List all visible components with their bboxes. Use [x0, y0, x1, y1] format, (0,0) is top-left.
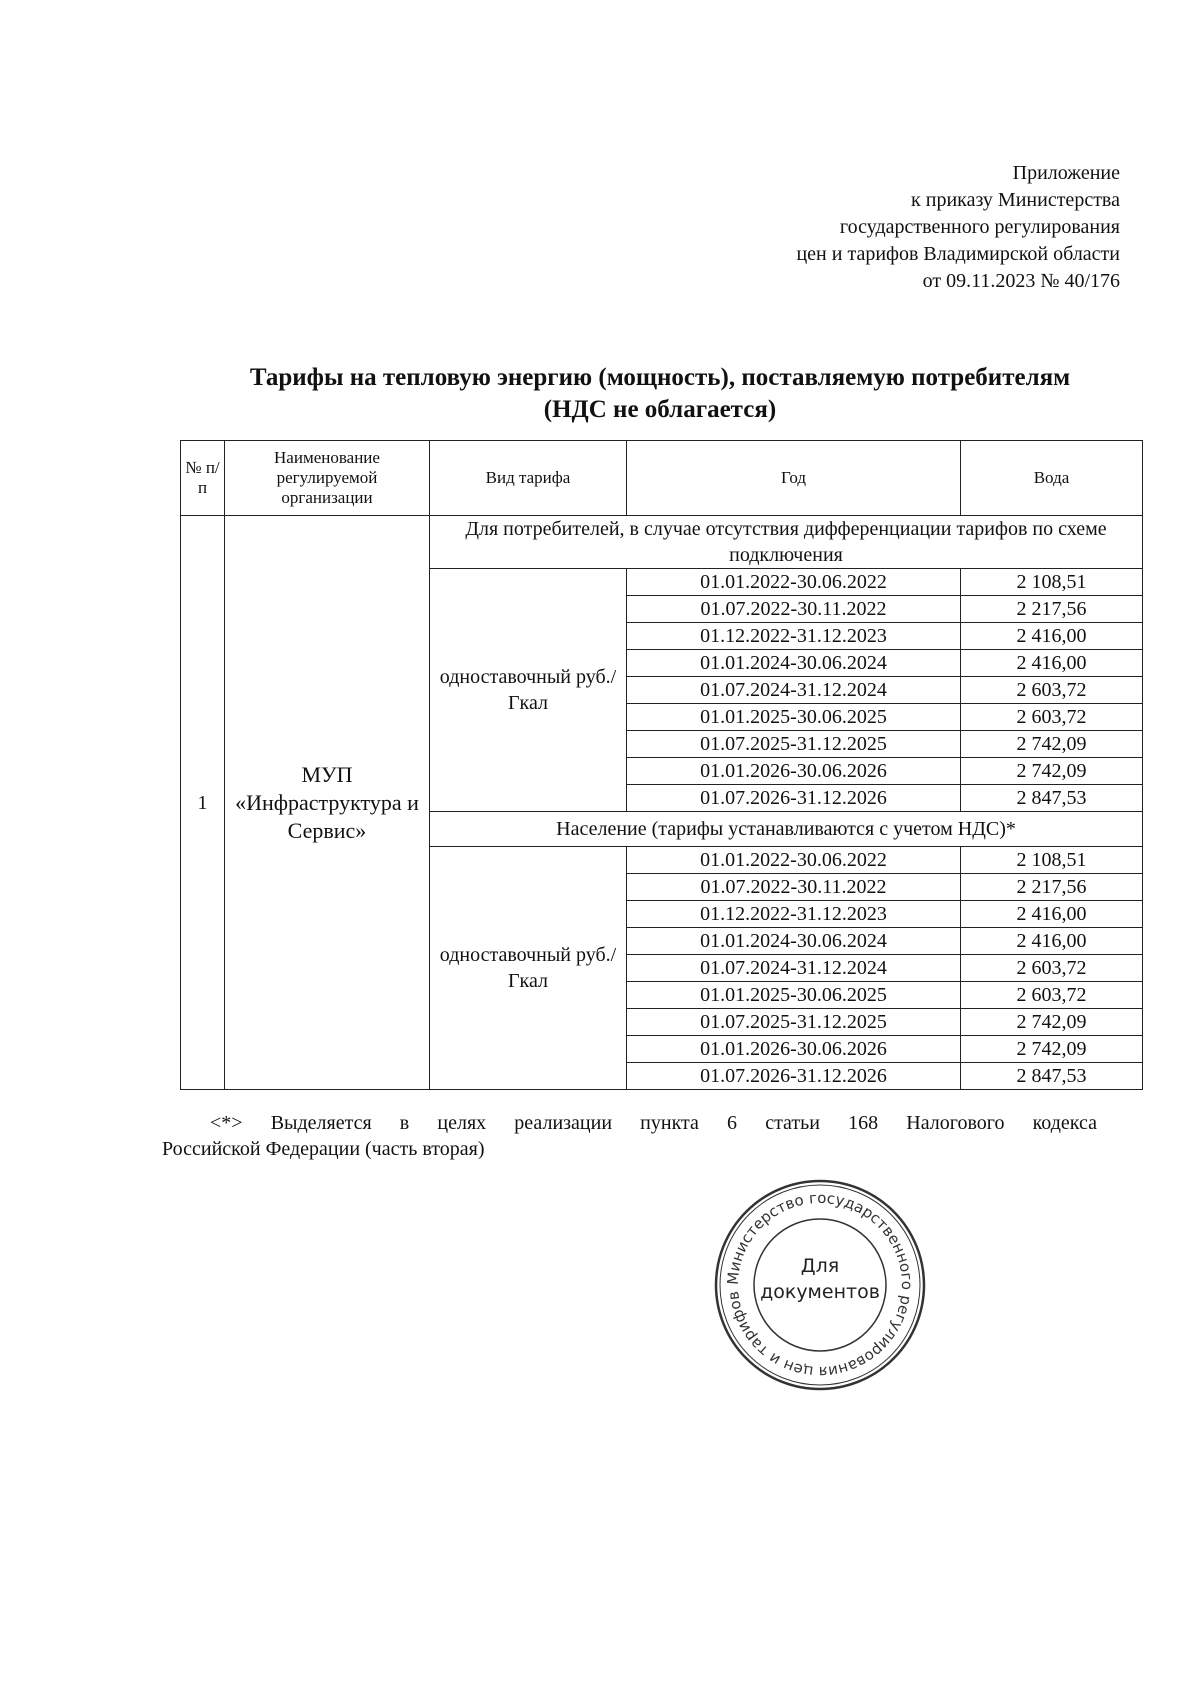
- section1-period: 01.12.2022-31.12.2023: [627, 623, 961, 650]
- stamp-ring-text: Министерство государственного регулирования цен и тарифов: [723, 1188, 917, 1382]
- footnote-line-1: <*> Выделяется в целях реализации пункта 6 статьи 168 Налогового кодекса: [210, 1112, 1097, 1134]
- table-body: [181, 516, 1143, 1090]
- section2-value: 2 217,56: [961, 874, 1143, 901]
- section1-heading-row: [181, 516, 1143, 569]
- section1-value: 2 742,09: [961, 731, 1143, 758]
- section1-value: 2 742,09: [961, 758, 1143, 785]
- section1-period: 01.07.2025-31.12.2025: [627, 731, 961, 758]
- section1-period: 01.07.2024-31.12.2024: [627, 677, 961, 704]
- section2-value: 2 416,00: [961, 928, 1143, 955]
- section2-period: 01.01.2025-30.06.2025: [627, 982, 961, 1009]
- section2-value: 2 742,09: [961, 1036, 1143, 1063]
- section1-value: 2 108,51: [961, 569, 1143, 596]
- section1-title: Для потребителей, в случае отсутствия дифференциации тарифов по схеме подключения: [430, 516, 1143, 569]
- row-number-cell: 1: [181, 516, 225, 1090]
- section2-period: 01.07.2025-31.12.2025: [627, 1009, 961, 1036]
- section2-value: 2 603,72: [961, 982, 1143, 1009]
- section2-value: 2 847,53: [961, 1063, 1143, 1090]
- section1-value: 2 847,53: [961, 785, 1143, 812]
- table-header-row: [181, 441, 1143, 516]
- appendix-line-2: к приказу Министерства: [911, 189, 1120, 211]
- section2-period: 01.01.2026-30.06.2026: [627, 1036, 961, 1063]
- section2-tariff-type: одноставочный руб./Гкал: [430, 847, 627, 1090]
- section1-value: 2 416,00: [961, 650, 1143, 677]
- section2-value: 2 108,51: [961, 847, 1143, 874]
- title-line-1: Тарифы на тепловую энергию (мощность), поставляемую потребителям: [249, 364, 1071, 391]
- appendix-line-5: от 09.11.2023 № 40/176: [922, 270, 1120, 292]
- appendix-line-4: цен и тарифов Владимирской области: [796, 243, 1120, 265]
- appendix-block: [600, 160, 1120, 295]
- section1-period: 01.01.2022-30.06.2022: [627, 569, 961, 596]
- section2-title: Население (тарифы устанавливаются с учетом НДС)*: [430, 812, 1143, 847]
- section2-period: 01.01.2024-30.06.2024: [627, 928, 961, 955]
- header-organization: Наименование регулируемой организации: [225, 441, 430, 516]
- section1-period: 01.01.2026-30.06.2026: [627, 758, 961, 785]
- tariff-table: [180, 440, 1143, 1090]
- stamp-center-text: [750, 1253, 890, 1305]
- footnote: [162, 1110, 1097, 1162]
- section1-value: 2 416,00: [961, 623, 1143, 650]
- section2-period: 01.07.2024-31.12.2024: [627, 955, 961, 982]
- appendix-line-1: Приложение: [1012, 162, 1120, 184]
- section1-period: 01.07.2022-30.11.2022: [627, 596, 961, 623]
- organization-cell: МУП «Инфраструктура и Сервис»: [225, 516, 430, 1090]
- document-title: [180, 362, 1140, 426]
- section1-period: 01.07.2026-31.12.2026: [627, 785, 961, 812]
- section2-value: 2 742,09: [961, 1009, 1143, 1036]
- title-line-2: (НДС не облагается): [543, 396, 777, 423]
- stamp-center-line-2: документов: [760, 1281, 880, 1303]
- section1-period: 01.01.2024-30.06.2024: [627, 650, 961, 677]
- section2-value: 2 603,72: [961, 955, 1143, 982]
- section1-value: 2 603,72: [961, 677, 1143, 704]
- section1-period: 01.01.2025-30.06.2025: [627, 704, 961, 731]
- section2-value: 2 416,00: [961, 901, 1143, 928]
- section1-value: 2 217,56: [961, 596, 1143, 623]
- section1-tariff-type: одноставочный руб./Гкал: [430, 569, 627, 812]
- header-tariff-type: Вид тарифа: [430, 441, 627, 516]
- header-number: № п/п: [181, 441, 225, 516]
- official-stamp: [710, 1175, 930, 1395]
- section1-value: 2 603,72: [961, 704, 1143, 731]
- header-water: Вода: [961, 441, 1143, 516]
- header-year: Год: [627, 441, 961, 516]
- section2-period: 01.12.2022-31.12.2023: [627, 901, 961, 928]
- section2-period: 01.01.2022-30.06.2022: [627, 847, 961, 874]
- appendix-line-3: государственного регулирования: [839, 216, 1120, 238]
- stamp-center-line-1: Для: [800, 1255, 840, 1277]
- footnote-line-2: Российской Федерации (часть вторая): [162, 1138, 485, 1160]
- section2-period: 01.07.2026-31.12.2026: [627, 1063, 961, 1090]
- section2-period: 01.07.2022-30.11.2022: [627, 874, 961, 901]
